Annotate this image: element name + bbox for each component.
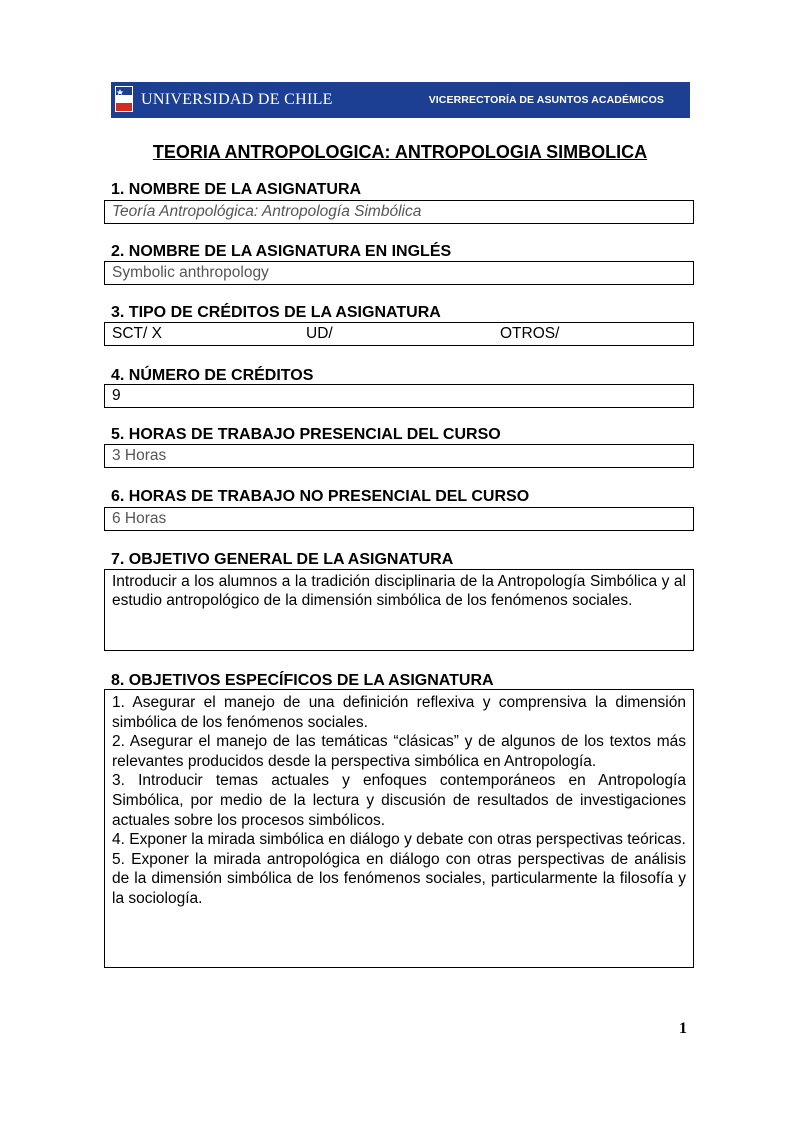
university-name: UNIVERSIDAD DE CHILE (141, 91, 333, 108)
vicerrectoria-label: VICERRECTORÍA DE ASUNTOS ACADÉMICOS (428, 94, 664, 106)
section-4-box: 9 (104, 384, 694, 408)
section-7-box (104, 569, 694, 651)
section-4-heading: 4. NÚMERO DE CRÉDITOS (111, 367, 314, 384)
section-7-heading: 7. OBJETIVO GENERAL DE LA ASIGNATURA (111, 551, 454, 568)
section-6-heading: 6. HORAS DE TRABAJO NO PRESENCIAL DEL CURSO (111, 488, 530, 505)
section-8-heading: 8. OBJETIVOS ESPECÍFICOS DE LA ASIGNATURA (111, 672, 494, 689)
section-3-heading: 3. TIPO DE CRÉDITOS DE LA ASIGNATURA (111, 304, 441, 321)
credit-otros: OTROS/ (500, 325, 560, 342)
section-1-heading: 1. NOMBRE DE LA ASIGNATURA (111, 181, 362, 198)
section-5-heading: 5. HORAS DE TRABAJO PRESENCIAL DEL CURSO (111, 426, 501, 443)
page-number: 1 (679, 1020, 687, 1037)
university-crest-icon (114, 85, 134, 115)
section-3-box (104, 322, 694, 346)
credit-sct: SCT/ X (112, 325, 162, 342)
section-2-box: Symbolic anthropology (104, 261, 694, 285)
section-6-box: 6 Horas (104, 507, 694, 531)
specific-objective-5: 5. Exponer la mirada antropológica en diálogo con otras perspectivas de análisis de la dimensión simbólica de los fenómenos sociales, particularmente la filosofía y la sociología. (112, 850, 686, 907)
section-8-box (104, 689, 694, 968)
specific-objective-1: 1. Asegurar el manejo de una definición reflexiva y comprensiva la dimensión simbólica de los fenómenos sociales. (112, 694, 686, 731)
general-objective-text: Introducir a los alumnos a la tradición disciplinaria de la Antropología Simbólica y al estudio antropológico de la dimensión simbólica de los fenómenos sociales. (112, 573, 686, 609)
specific-objective-4: 4. Exponer la mirada simbólica en diálogo y debate con otras perspectivas teóricas. (112, 831, 686, 849)
header-banner (111, 82, 690, 118)
specific-objective-2: 2. Asegurar el manejo de las temáticas “clásicas” y de algunos de los textos más relevantes producidos desde la perspectiva simbólica en Antropología. (112, 733, 686, 770)
section-2-heading: 2. NOMBRE DE LA ASIGNATURA EN INGLÉS (111, 243, 452, 260)
specific-objective-3: 3. Introducir temas actuales y enfoques contemporáneos en Antropología Simbólica, por medio de la lectura y discusión de resultados de investigaciones actuales sobre los procesos simbólicos. (112, 772, 686, 829)
section-5-box: 3 Horas (104, 444, 694, 468)
section-1-box: Teoría Antropológica: Antropología Simbólica (104, 200, 694, 224)
document-title: TEORIA ANTROPOLOGICA: ANTROPOLOGIA SIMBOLICA (152, 142, 648, 162)
credit-ud: UD/ (306, 325, 333, 342)
